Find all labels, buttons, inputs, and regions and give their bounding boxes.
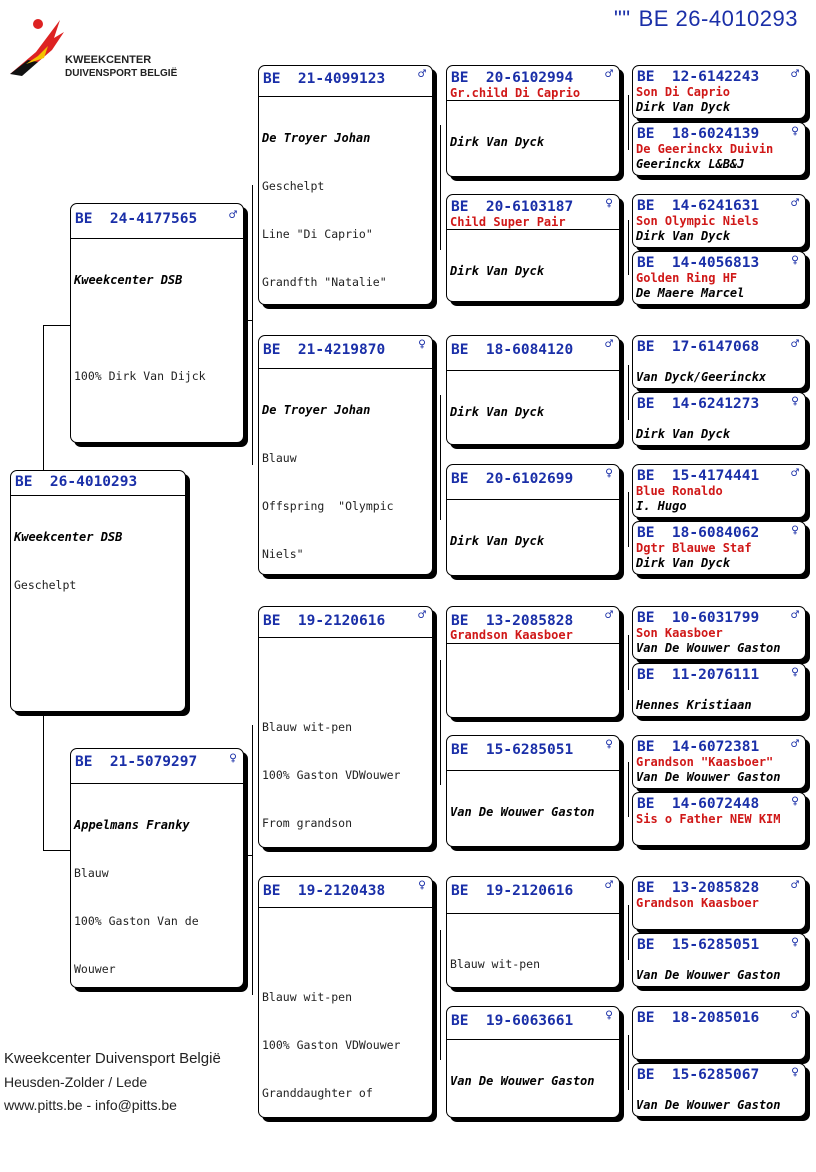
connector-line — [628, 95, 629, 150]
ss-ring: BE 21-4099123 — [263, 71, 386, 87]
sss-ring: BE 20-6102994 — [451, 70, 574, 86]
sd-name: De Troyer Johan — [262, 403, 371, 417]
g5-ring: BE 15-4174441 — [637, 468, 760, 484]
sdd-name: Dirk Van Dyck — [450, 534, 544, 548]
g5-name: Dirk Van Dyck — [636, 556, 730, 570]
ds-card — [258, 606, 433, 848]
male-icon: ♂ — [418, 608, 426, 623]
g5-name: Dirk Van Dyck — [636, 100, 730, 114]
g5-card — [632, 606, 806, 660]
g5-highlight: Grandson Kaasboer — [636, 896, 759, 910]
connector-line — [628, 762, 629, 817]
female-icon: ♀ — [229, 751, 237, 766]
dss-card — [446, 606, 620, 718]
footer-contact[interactable]: www.pitts.be - info@pitts.be — [4, 1097, 177, 1113]
logo — [8, 16, 183, 78]
connector-line — [628, 1035, 629, 1090]
dd-card — [258, 876, 433, 1118]
dds-line: Blauw wit-pen — [450, 957, 541, 971]
female-icon: ♀ — [791, 935, 799, 950]
dam-card — [70, 748, 244, 988]
subject-card — [10, 470, 186, 712]
female-icon: ♀ — [791, 124, 799, 139]
ssd-name: Dirk Van Dyck — [450, 264, 544, 278]
g5-name: Van De Wouwer Gaston — [636, 641, 781, 655]
logo-line1: KWEEKCENTER — [65, 54, 152, 66]
female-icon: ♀ — [791, 1065, 799, 1080]
g5-name: Dirk Van Dyck — [636, 427, 730, 441]
g5-name: Van Dyck/Geerinckx — [636, 370, 767, 384]
g5-card — [632, 735, 806, 789]
ddd-ring: BE 19-6063661 — [451, 1013, 574, 1029]
g5-card — [632, 1006, 806, 1060]
g5-card — [632, 663, 806, 717]
g5-ring: BE 18-6084062 — [637, 525, 760, 541]
g5-ring: BE 15-6285067 — [637, 1067, 760, 1083]
g5-name: Van De Wouwer Gaston — [636, 1098, 781, 1112]
connector-line — [628, 220, 629, 275]
dss-highlight: Grandson Kaasboer — [450, 628, 573, 642]
sd-line: Offspring "Olympic — [262, 499, 394, 513]
g5-name: Dirk Van Dyck — [636, 229, 730, 243]
dam-ring: BE 21-5079297 — [75, 754, 198, 770]
male-icon: ♂ — [791, 608, 799, 623]
g5-ring: BE 18-2085016 — [637, 1010, 760, 1026]
female-icon: ♀ — [791, 523, 799, 538]
g5-ring: BE 11-2076111 — [637, 667, 760, 683]
sds-name: Dirk Van Dyck — [450, 405, 544, 419]
connector-line — [440, 395, 441, 520]
sire-card — [70, 203, 244, 443]
male-icon: ♂ — [791, 337, 799, 352]
footer-location: Heusden-Zolder / Lede — [4, 1074, 148, 1090]
dsd-card — [446, 735, 620, 847]
dam-line: Blauw — [74, 866, 109, 880]
connector-line — [252, 725, 253, 995]
logo-line2: DUIVENSPORT BELGIË — [65, 68, 178, 79]
male-icon: ♂ — [791, 67, 799, 82]
female-icon: ♀ — [605, 466, 613, 481]
pigeon-logo-icon — [8, 16, 68, 78]
g5-card — [632, 251, 806, 305]
g5-card — [632, 464, 806, 518]
dam-name: Appelmans Franky — [74, 818, 190, 832]
dd-line: Granddaughter of — [262, 1086, 373, 1100]
connector-line — [628, 905, 629, 960]
g5-card — [632, 792, 806, 846]
male-icon: ♂ — [791, 737, 799, 752]
g5-ring: BE 10-6031799 — [637, 610, 760, 626]
g5-ring: BE 13-2085828 — [637, 880, 760, 896]
g5-name: Geerinckx L&B&J — [636, 157, 745, 171]
g5-highlight: Golden Ring HF — [636, 271, 738, 285]
g5-ring: BE 14-4056813 — [637, 255, 760, 271]
g5-ring: BE 18-6024139 — [637, 126, 760, 142]
dd-ring: BE 19-2120438 — [263, 883, 386, 899]
g5-card — [632, 933, 806, 987]
sd-line: Niels" — [262, 547, 304, 561]
male-icon: ♂ — [605, 878, 613, 893]
dsd-name: Van De Wouwer Gaston — [450, 805, 595, 819]
female-icon: ♀ — [791, 794, 799, 809]
g5-highlight: Blue Ronaldo — [636, 484, 723, 498]
sss-name: Dirk Van Dyck — [450, 135, 544, 149]
connector-line — [440, 660, 441, 785]
dam-line: Wouwer — [74, 962, 116, 976]
female-icon: ♀ — [791, 665, 799, 680]
sd-card — [258, 335, 433, 575]
sds-ring: BE 18-6084120 — [451, 342, 574, 358]
male-icon: ♂ — [229, 208, 237, 223]
male-icon: ♂ — [418, 67, 426, 82]
g5-name: Hennes Kristiaan — [636, 698, 752, 712]
ssd-ring: BE 20-6103187 — [451, 199, 574, 215]
female-icon: ♀ — [605, 737, 613, 752]
ds-ring: BE 19-2120616 — [263, 613, 386, 629]
ds-line: 100% Gaston VDWouwer — [262, 768, 401, 782]
g5-ring: BE 14-6241273 — [637, 396, 760, 412]
g5-name: Van De Wouwer Gaston — [636, 968, 781, 982]
g5-name: De Maere Marcel — [636, 286, 745, 300]
male-icon: ♂ — [791, 878, 799, 893]
sss-card — [446, 65, 620, 177]
g5-highlight: Son Kaasboer — [636, 626, 723, 640]
ds-line: From grandson — [262, 816, 353, 830]
pedigree-title — [606, 6, 798, 32]
male-icon: ♂ — [605, 337, 613, 352]
connector-line — [440, 125, 441, 250]
male-icon: ♂ — [605, 608, 613, 623]
dss-line — [450, 677, 616, 693]
dds-ring: BE 19-2120616 — [451, 883, 574, 899]
g5-highlight: Grandson "Kaasboer" — [636, 755, 774, 769]
ds-line — [262, 671, 429, 687]
connector-line — [43, 325, 71, 326]
subject-ring: BE 26-4010293 — [15, 474, 138, 490]
title-quotes: "" — [613, 6, 631, 31]
footer-org: Kweekcenter Duivensport België — [4, 1050, 221, 1067]
male-icon: ♂ — [791, 466, 799, 481]
g5-ring: BE 14-6072448 — [637, 796, 760, 812]
subject-line: Geschelpt — [14, 578, 77, 592]
g5-card — [632, 122, 806, 176]
g5-ring: BE 14-6072381 — [637, 739, 760, 755]
ss-line: Grandfth "Natalie" — [262, 275, 387, 289]
subject-name: Kweekcenter DSB — [14, 530, 123, 544]
sire-name: Kweekcenter DSB — [74, 273, 183, 287]
g5-highlight: Sis o Father NEW KIM — [636, 812, 781, 826]
dam-line: 100% Gaston Van de — [74, 914, 199, 928]
female-icon: ♀ — [791, 253, 799, 268]
ddd-name: Van De Wouwer Gaston — [450, 1074, 595, 1088]
female-icon: ♀ — [605, 1008, 613, 1023]
sd-line: Blauw — [262, 451, 297, 465]
connector-line — [252, 185, 253, 465]
connector-line — [628, 635, 629, 690]
connector-line — [628, 492, 629, 547]
sd-ring: BE 21-4219870 — [263, 342, 386, 358]
g5-name: I. Hugo — [636, 499, 687, 513]
g5-card — [632, 194, 806, 248]
g5-card — [632, 1063, 806, 1117]
g5-ring: BE 12-6142243 — [637, 69, 760, 85]
female-icon: ♀ — [418, 878, 426, 893]
ssd-card — [446, 194, 620, 302]
g5-name: Van De Wouwer Gaston — [636, 770, 781, 784]
dsd-ring: BE 15-6285051 — [451, 742, 574, 758]
ss-line: Line "Di Caprio" — [262, 227, 373, 241]
sire-ring: BE 24-4177565 — [75, 211, 198, 227]
connector-line — [43, 850, 71, 851]
g5-ring: BE 15-6285051 — [637, 937, 760, 953]
g5-card — [632, 392, 806, 446]
dds-card — [446, 876, 620, 988]
ss-line: Geschelpt — [262, 179, 325, 193]
g5-highlight: Son Di Caprio — [636, 85, 730, 99]
g5-card — [632, 335, 806, 389]
g5-highlight: De Geerinckx Duivin — [636, 142, 774, 156]
sss-highlight: Gr.child Di Caprio — [450, 86, 581, 100]
male-icon: ♂ — [605, 67, 613, 82]
female-icon: ♀ — [791, 394, 799, 409]
ss-name: De Troyer Johan — [262, 131, 371, 145]
ss-card — [258, 65, 433, 305]
ds-line: Blauw wit-pen — [262, 720, 353, 734]
dd-line — [262, 941, 429, 957]
sds-card — [446, 335, 620, 445]
g5-card — [632, 65, 806, 119]
g5-highlight: Dgtr Blauwe Staf — [636, 541, 752, 555]
g5-ring: BE 17-6147068 — [637, 339, 760, 355]
ssd-highlight: Child Super Pair — [450, 215, 566, 229]
g5-ring: BE 14-6241631 — [637, 198, 760, 214]
g5-highlight: Son Olympic Niels — [636, 214, 759, 228]
sdd-ring: BE 20-6102699 — [451, 471, 574, 487]
sire-line: 100% Dirk Van Dijck — [74, 369, 206, 383]
dd-line: Blauw wit-pen — [262, 990, 353, 1004]
connector-line — [628, 365, 629, 420]
ddd-card — [446, 1006, 620, 1118]
female-icon: ♀ — [418, 337, 426, 352]
g5-card — [632, 876, 806, 930]
title-ring: BE 26-4010293 — [638, 6, 798, 31]
sdd-card — [446, 464, 620, 576]
female-icon: ♀ — [605, 196, 613, 211]
male-icon: ♂ — [791, 196, 799, 211]
g5-card — [632, 521, 806, 575]
dss-ring: BE 13-2085828 — [451, 613, 574, 629]
dd-line: 100% Gaston VDWouwer — [262, 1038, 401, 1052]
connector-line — [440, 930, 441, 1060]
male-icon: ♂ — [791, 1008, 799, 1023]
sire-line — [74, 320, 240, 336]
